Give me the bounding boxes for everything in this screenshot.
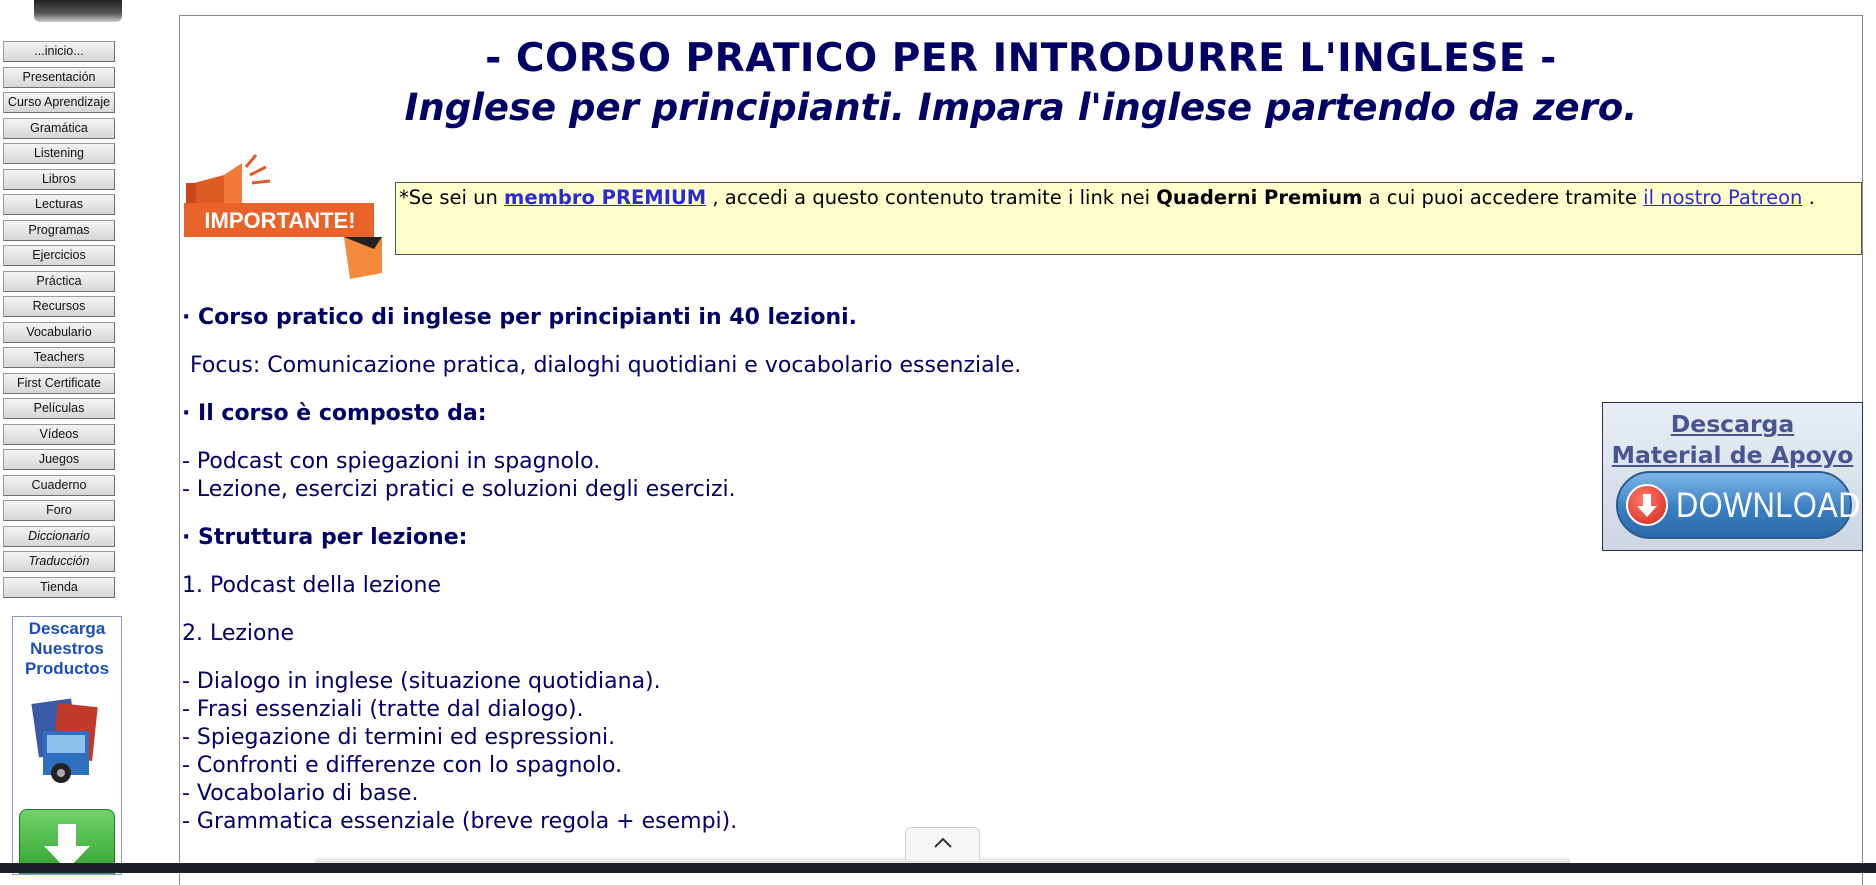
premium-suffix: . — [1808, 186, 1815, 209]
sidebar-menu-item[interactable]: First Certificate — [3, 373, 115, 394]
lesson-item-3: - Spiegazione di termini ed espressioni. — [182, 725, 616, 750]
lesson-item-4: - Confronti e differenze con lo spagnolo. — [182, 753, 623, 778]
importante-badge — [184, 153, 382, 279]
download-material-link[interactable] — [1603, 409, 1862, 471]
products-banner-title: Descarga Nuestros Productos — [24, 619, 110, 678]
sidebar-menu-item[interactable]: Listening — [3, 143, 115, 164]
sidebar-menu-item[interactable]: Películas — [3, 398, 115, 419]
composed-item-2: - Lezione, esercizi pratici e soluzioni degli esercizi. — [182, 477, 736, 502]
lesson-item-5: - Vocabolario di base. — [182, 781, 419, 806]
sidebar-menu-item[interactable]: Lecturas — [3, 194, 115, 215]
composed-item-1: - Podcast con spiegazioni in spagnolo. — [182, 449, 601, 474]
sidebar-menu-item[interactable]: ...inicio... — [3, 41, 115, 62]
structure-step-2: 2. Lezione — [182, 621, 294, 646]
sidebar-menu-item[interactable]: Recursos — [3, 296, 115, 317]
premium-prefix: *Se sei un — [399, 186, 498, 209]
sidebar-menu-item[interactable]: Práctica — [3, 271, 115, 292]
page-subtitle: Inglese per principianti. Impara l'inglese partendo da zero. — [404, 86, 1638, 129]
page-title: - CORSO PRATICO PER INTRODURRE L'INGLESE - — [485, 36, 1557, 81]
composed-heading: · Il corso è composto da: — [182, 401, 487, 426]
download-link-line1: Descarga — [1670, 410, 1795, 438]
main-content — [179, 15, 1863, 885]
arrow-down-circle-icon — [1626, 484, 1668, 526]
download-link-line2: Material de Apoyo — [1611, 441, 1854, 469]
os-taskbar — [0, 863, 1876, 873]
premium-middle: , accedi a questo contenuto tramite i link nei — [712, 186, 1151, 209]
download-material-box[interactable] — [1602, 402, 1863, 551]
sidebar-menu-item[interactable]: Presentación — [3, 67, 115, 88]
premium-notice — [395, 182, 1862, 255]
chevron-up-icon — [933, 837, 953, 849]
sidebar-menu-item[interactable]: Ejercicios — [3, 245, 115, 266]
sidebar-menu-item[interactable]: Diccionario — [3, 526, 115, 547]
download-button[interactable] — [1616, 471, 1861, 539]
patreon-link[interactable]: il nostro Patreon — [1643, 186, 1803, 209]
sidebar-menu-item[interactable]: Curso Aprendizaje — [3, 92, 115, 113]
sidebar-menu-item[interactable]: Vocabulario — [3, 322, 115, 343]
course-heading: · Corso pratico di inglese per principianti in 40 lezioni. — [182, 305, 858, 330]
sidebar-menu-item[interactable]: Foro — [3, 500, 115, 521]
sidebar-menu-item[interactable]: Gramática — [3, 118, 115, 139]
scroll-to-top-button[interactable] — [905, 827, 980, 860]
lesson-item-2: - Frasi essenziali (tratte dal dialogo). — [182, 697, 584, 722]
structure-step-1: 1. Podcast della lezione — [182, 573, 441, 598]
structure-heading: · Struttura per lezione: — [182, 525, 468, 550]
sidebar-menu-item[interactable]: Vídeos — [3, 424, 115, 445]
sidebar-menu-item[interactable]: Traducción — [3, 551, 115, 572]
lesson-item-6: - Grammatica essenziale (breve regola + esempi). — [182, 809, 738, 834]
sidebar-menu-item[interactable]: Tienda — [3, 577, 115, 598]
premium-member-link[interactable]: membro PREMIUM — [504, 186, 707, 209]
premium-notebooks: Quaderni Premium — [1156, 186, 1363, 209]
sidebar-menu-item[interactable]: Juegos — [3, 449, 115, 470]
products-download-banner[interactable] — [12, 616, 122, 875]
sidebar-menu-item[interactable]: Programas — [3, 220, 115, 241]
focus-text: Focus: Comunicazione pratica, dialoghi quotidiani e vocabolario essenziale. — [190, 353, 1022, 378]
premium-after: a cui puoi accedere tramite — [1368, 186, 1637, 209]
lesson-item-1: - Dialogo in inglese (situazione quotidiana). — [182, 669, 661, 694]
importante-badge-text: IMPORTANTE! — [204, 208, 356, 233]
products-cover-image — [31, 695, 103, 791]
sidebar-menu-item[interactable]: Cuaderno — [3, 475, 115, 496]
download-button-label: DOWNLOAD — [1676, 486, 1861, 525]
sidebar-menu-item[interactable]: Teachers — [3, 347, 115, 368]
site-logo[interactable] — [34, 0, 122, 22]
sidebar-menu-item[interactable]: Libros — [3, 169, 115, 190]
sidebar-menu — [3, 41, 115, 602]
